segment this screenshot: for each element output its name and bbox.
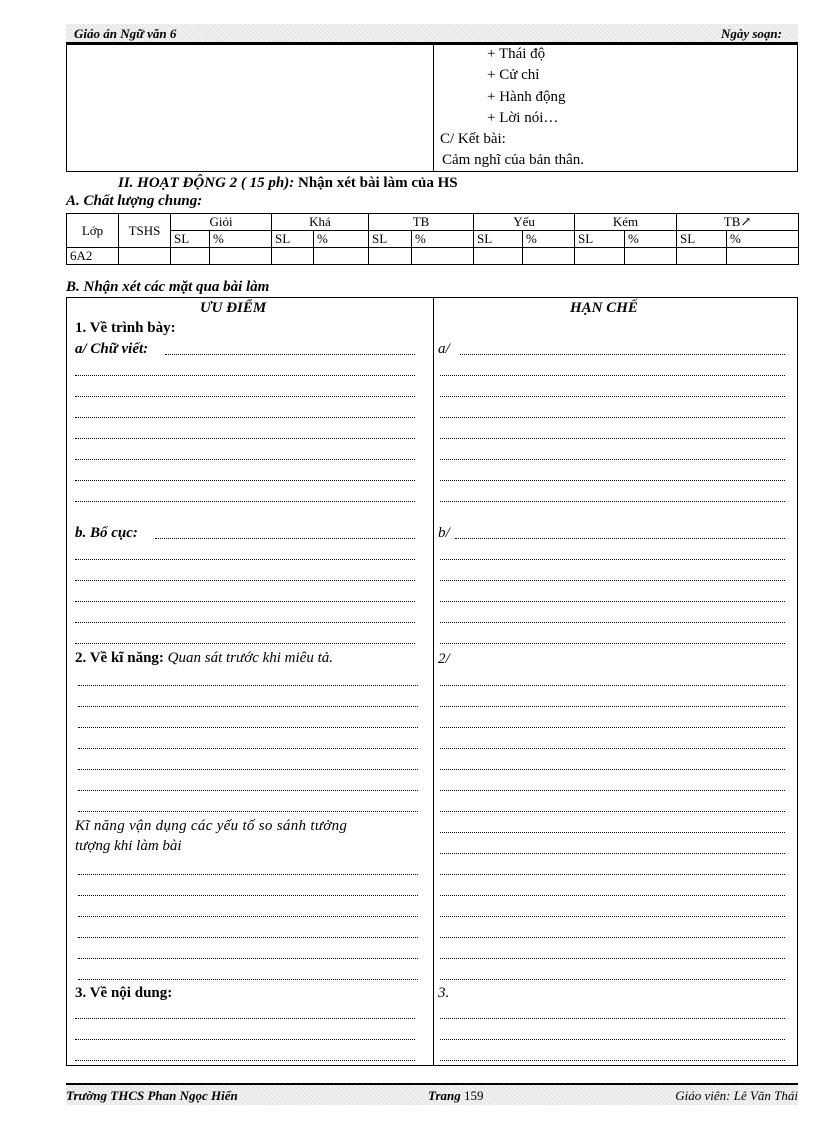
dotted-line (78, 958, 418, 959)
dotted-line (78, 748, 418, 749)
dotted-line (75, 438, 415, 439)
sub-sl: SL (677, 231, 727, 248)
a-right-label: a/ (438, 341, 450, 357)
row-lop: 6A2 (67, 248, 119, 265)
dotted-line (75, 559, 415, 560)
strengths-heading: ƯU ĐIỂM (200, 300, 267, 316)
dotted-line (75, 375, 415, 376)
quality-table (66, 213, 799, 265)
evaluation-box (66, 297, 798, 1066)
dotted-line (440, 769, 785, 770)
section-a-title: A. Chất lượng chung: (66, 193, 203, 209)
teacher-name: Giáo viên: Lê Văn Thái (675, 1088, 798, 1103)
col-lop: Lớp (67, 214, 119, 248)
dotted-line (440, 916, 785, 917)
dotted-line (440, 958, 785, 959)
activity-heading (118, 175, 458, 192)
sub-pct: % (727, 231, 799, 248)
cell (314, 248, 369, 265)
cell (575, 248, 625, 265)
dotted-line (75, 396, 415, 397)
cell (210, 248, 272, 265)
dotted-line (440, 832, 785, 833)
dotted-line (75, 622, 415, 623)
col-tshs: TSHS (119, 214, 171, 248)
skills-heading (75, 650, 333, 667)
group-tb: TB (369, 214, 474, 231)
dotted-line (75, 1060, 415, 1061)
skills-text-line-1: Kĩ năng vận dụng các yếu tố so sánh tưởng (75, 818, 348, 834)
group-yeu: Yếu (474, 214, 575, 231)
group-tb-up: TB↗ (677, 214, 799, 231)
dotted-line (440, 1018, 785, 1019)
sub-pct: % (625, 231, 677, 248)
sub-sl: SL (575, 231, 625, 248)
dotted-line (75, 643, 415, 644)
dotted-line (75, 1018, 415, 1019)
group-gioi: Giỏi (171, 214, 272, 231)
cell (523, 248, 575, 265)
dotted-line (75, 1039, 415, 1040)
dotted-line (440, 622, 785, 623)
dotted-line (78, 769, 418, 770)
cell (171, 248, 210, 265)
section-b-title: B. Nhận xét các mặt qua bài làm (66, 279, 270, 295)
dotted-line (440, 601, 785, 602)
dotted-line (440, 559, 785, 560)
dotted-line (440, 480, 785, 481)
outline-line-3: + Hành động (487, 89, 566, 105)
activity-title: II. HOẠT ĐỘNG 2 ( 15 ph): (118, 175, 295, 191)
page-number: 159 (464, 1088, 484, 1103)
two-right-label: 2/ (438, 651, 450, 667)
activity-subtitle: Nhận xét bài làm của HS (294, 175, 458, 191)
evaluation-divider (433, 298, 434, 1065)
dotted-line (75, 501, 415, 502)
handwriting-label: a/ Chữ viết: (75, 341, 149, 357)
dotted-line (440, 501, 785, 502)
dotted-line (78, 916, 418, 917)
dotted-line (440, 727, 785, 728)
skills-text-line-2: tượng khi làm bài (75, 838, 182, 854)
sub-sl: SL (171, 231, 210, 248)
sub-pct: % (523, 231, 575, 248)
sub-sl: SL (474, 231, 523, 248)
cell (727, 248, 799, 265)
top-outline-box (66, 44, 798, 172)
dotted-line (75, 601, 415, 602)
dotted-line (75, 459, 415, 460)
sub-sl: SL (272, 231, 314, 248)
cell (677, 248, 727, 265)
dotted-line (78, 811, 418, 812)
outline-line-1: + Thái độ (487, 46, 546, 62)
sub-sl: SL (369, 231, 412, 248)
dotted-line (440, 375, 785, 376)
lesson-title: Giáo án Ngữ văn 6 (74, 26, 177, 41)
page-indicator (428, 1088, 484, 1104)
dotted-line (455, 538, 785, 539)
outline-line-5: C/ Kết bài: (440, 131, 506, 147)
dotted-line (155, 538, 415, 539)
dotted-line (78, 895, 418, 896)
dotted-line (78, 727, 418, 728)
dotted-line (165, 354, 415, 355)
dotted-line (75, 580, 415, 581)
dotted-line (440, 895, 785, 896)
page-footer (66, 1083, 798, 1105)
group-kha: Khá (272, 214, 369, 231)
sub-pct: % (412, 231, 474, 248)
dotted-line (440, 1060, 785, 1061)
sub-pct: % (210, 231, 272, 248)
cell (369, 248, 412, 265)
dotted-line (440, 811, 785, 812)
dotted-line (440, 706, 785, 707)
dotted-line (440, 580, 785, 581)
outline-line-6: Cảm nghĩ của bản thân. (442, 152, 585, 168)
sub-pct: % (314, 231, 369, 248)
cell (272, 248, 314, 265)
dotted-line (440, 853, 785, 854)
outline-line-4: + Lời nói… (487, 110, 559, 126)
b-right-label: b/ (438, 525, 450, 541)
cell (412, 248, 474, 265)
dotted-line (440, 643, 785, 644)
page-label: Trang (428, 1088, 461, 1103)
page-header (66, 24, 798, 44)
layout-label: b. Bố cục: (75, 525, 138, 541)
row-tshs (119, 248, 171, 265)
table-row (67, 248, 799, 265)
dotted-line (78, 979, 418, 980)
dotted-line (440, 937, 785, 938)
top-box-divider (433, 45, 434, 171)
school-name: Trường THCS Phan Ngọc Hiển (66, 1088, 238, 1103)
dotted-line (440, 438, 785, 439)
presentation-heading: 1. Về trình bày: (75, 320, 176, 336)
dotted-line (78, 706, 418, 707)
dotted-line (75, 480, 415, 481)
limitations-heading: HẠN CHẾ (570, 300, 638, 316)
group-kem: Kém (575, 214, 677, 231)
dotted-line (460, 354, 785, 355)
skills-note: Quan sát trước khi miêu tả. (163, 650, 334, 666)
skills-label: 2. Về kĩ năng: (75, 650, 164, 666)
date-label: Ngày soạn: (720, 26, 782, 41)
dotted-line (440, 396, 785, 397)
dotted-line (75, 417, 415, 418)
dotted-line (78, 937, 418, 938)
outline-line-2: + Cử chỉ (487, 67, 540, 83)
dotted-line (440, 790, 785, 791)
cell (625, 248, 677, 265)
dotted-line (440, 979, 785, 980)
dotted-line (440, 874, 785, 875)
three-right-label: 3. (438, 985, 450, 1001)
dotted-line (440, 748, 785, 749)
dotted-line (78, 790, 418, 791)
content-heading: 3. Về nội dung: (75, 985, 173, 1001)
dotted-line (440, 1039, 785, 1040)
dotted-line (440, 417, 785, 418)
dotted-line (440, 459, 785, 460)
dotted-line (78, 685, 418, 686)
cell (474, 248, 523, 265)
dotted-line (440, 685, 785, 686)
dotted-line (78, 874, 418, 875)
